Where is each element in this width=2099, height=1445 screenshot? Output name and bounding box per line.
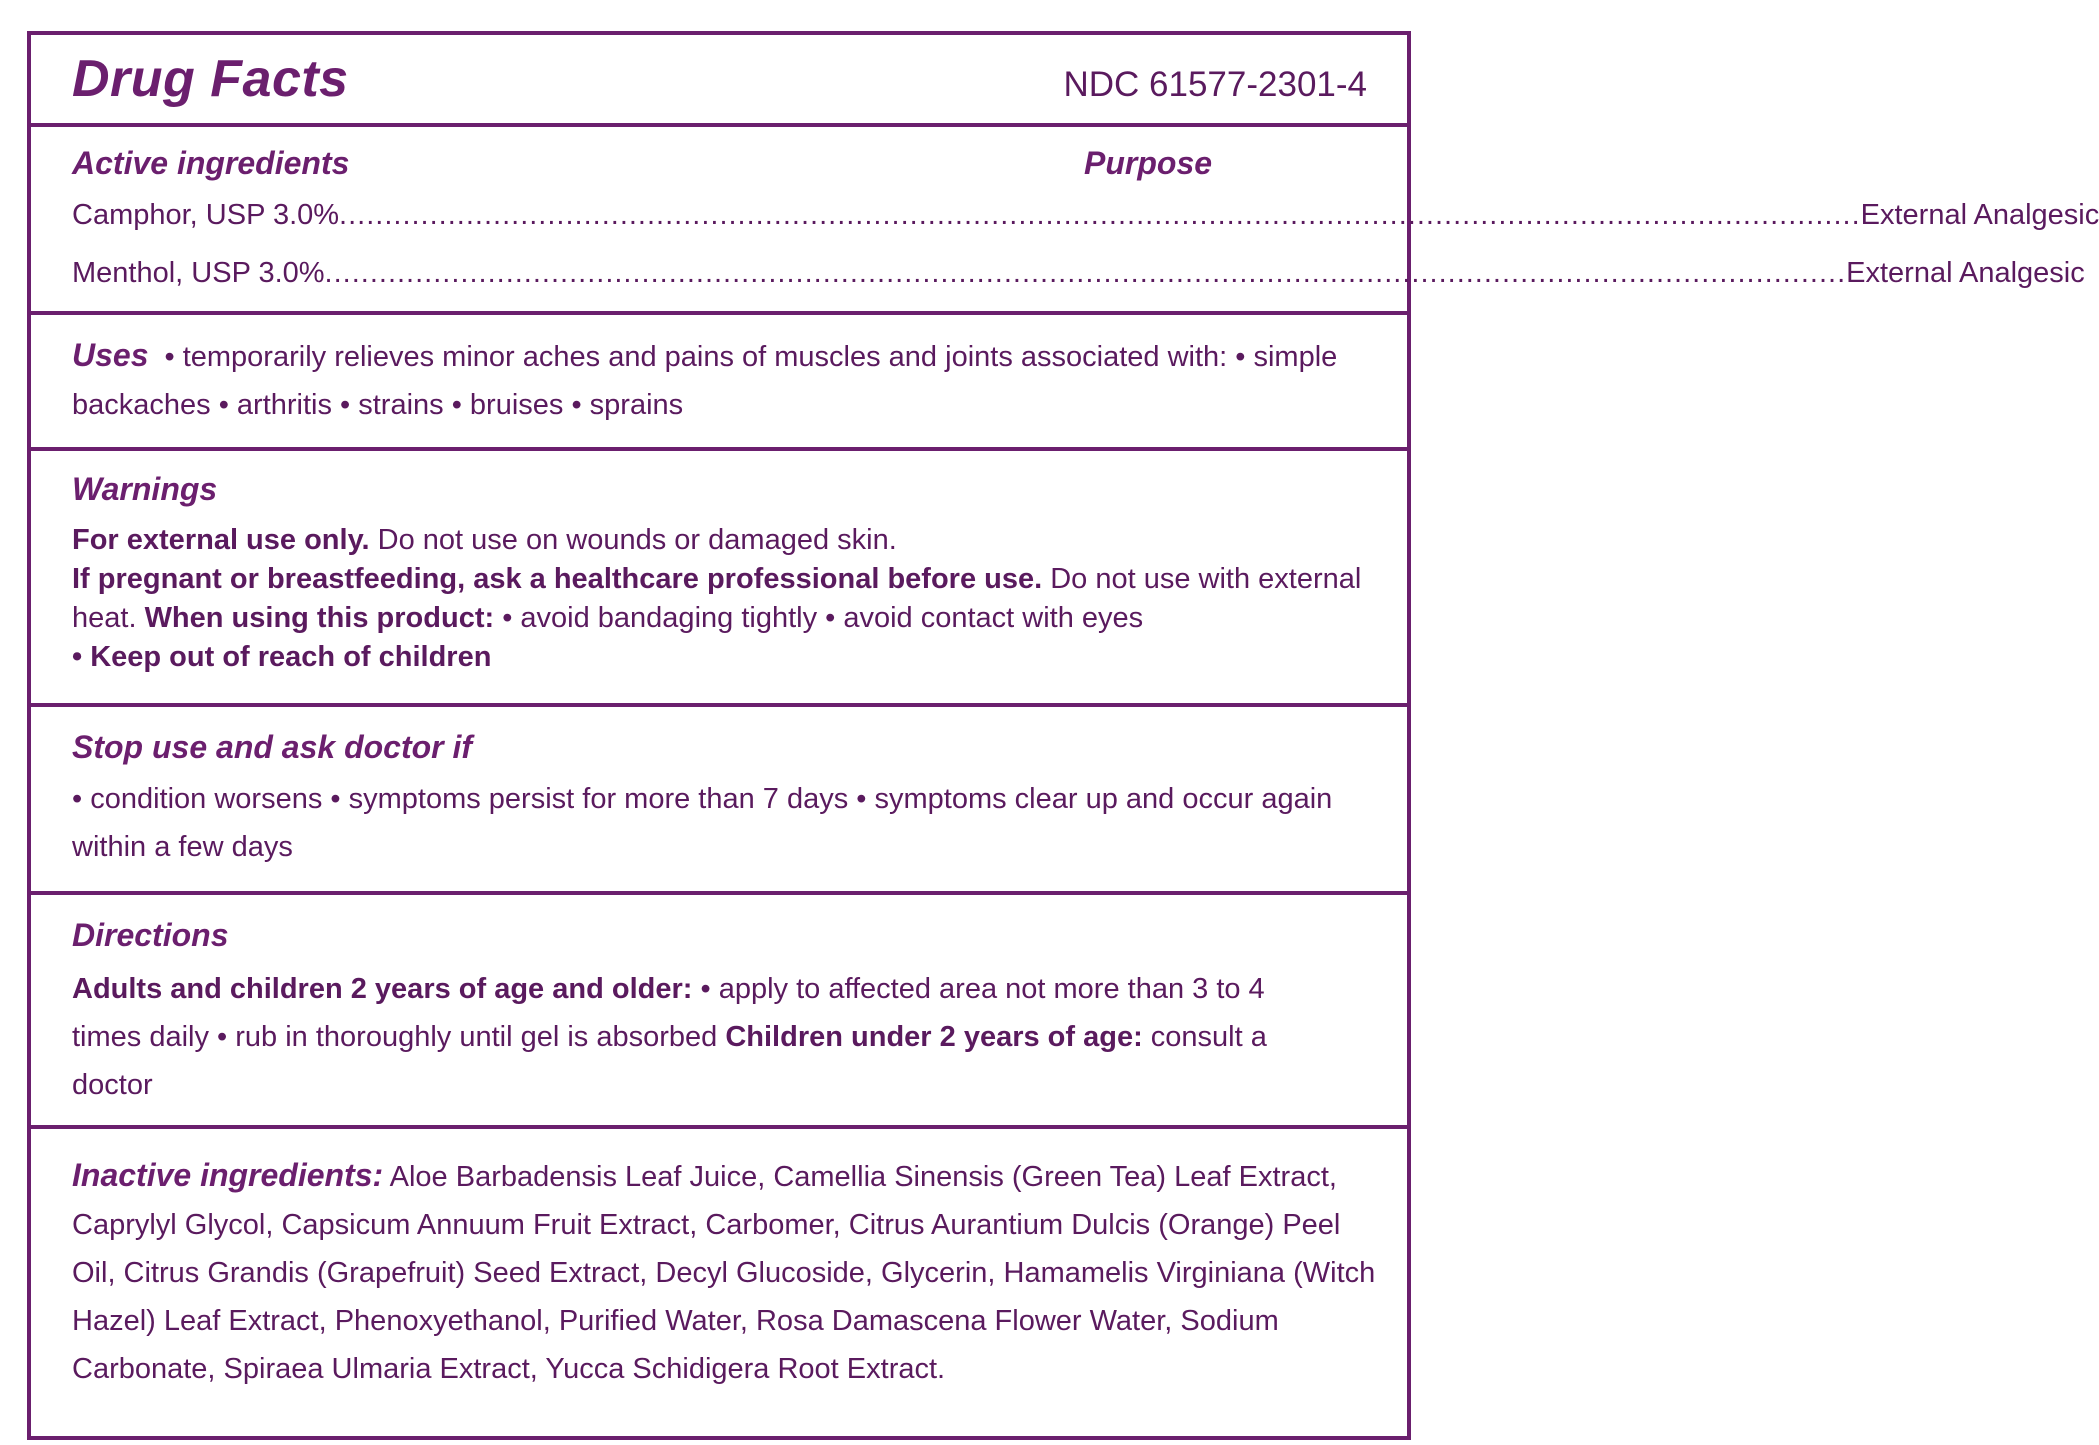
keep-out-of-reach: • Keep out of reach of children	[72, 641, 492, 673]
ingredient-row	[72, 199, 2099, 239]
drug-facts-panel	[27, 31, 2099, 1440]
purpose-heading: Purpose	[1084, 145, 1213, 181]
header-section	[31, 35, 1407, 123]
active-ingredients-section	[31, 127, 2099, 311]
directions-body	[72, 965, 1317, 1109]
warning-text: Do not use with external heat.	[72, 563, 1362, 634]
stop-use-section	[31, 707, 1407, 891]
warning-bold: If pregnant or breastfeeding, ask a healthcare professional before use.	[72, 563, 1043, 595]
warning-text: • avoid bandaging tightly • avoid contact with eyes	[494, 602, 1144, 634]
ingredient-name: Menthol, USP 3.0%	[72, 257, 325, 289]
directions-section	[31, 895, 1407, 1125]
ingredient-purpose: External Analgesic	[1846, 257, 2085, 289]
uses-paragraph	[72, 331, 1347, 429]
inactive-ingredients-section	[31, 1129, 1407, 1434]
uses-section	[31, 315, 1407, 447]
page-title: Drug Facts	[72, 50, 349, 108]
ingredient-name: Camphor, USP 3.0%	[72, 199, 340, 231]
active-ingredients-heading: Active ingredients	[72, 145, 350, 181]
warnings-body	[72, 521, 1385, 677]
directions-bold: Children under 2 years of age:	[725, 1021, 1143, 1053]
ndc-code: NDC 61577-2301-4	[1063, 65, 1367, 104]
warnings-line	[72, 560, 1385, 638]
uses-text: • temporarily relieves minor aches and pains of muscles and joints associated with: • simple backaches • arthritis • strains • bruises • sprains	[72, 341, 1338, 421]
directions-text: • apply to affected area not more than 3 to 4 times daily • rub in thoroughly until gel is absorbed	[72, 973, 1265, 1053]
inactive-ingredients-text: Aloe Barbadensis Leaf Juice, Camellia Sinensis (Green Tea) Leaf Extract, Caprylyl Glycol, Capsicum Annuum Fruit Extract, Carbomer, Citrus Aurantium Dulcis (Orange) Peel Oil, Citrus Grandis (Grapefruit) Seed Extract, Decyl Glucoside, Glycerin, Hamamelis Virginiana (Witch Hazel) Leaf Extract, Phenoxyethanol, Purified Water, Rosa Damascena Flower Water, Sodium Carbonate, Spiraea Ulmaria Extract, Yucca Schidigera Root Extract.	[72, 1161, 1376, 1385]
warnings-line	[72, 521, 1385, 560]
directions-text: consult a doctor	[72, 1021, 1267, 1101]
stop-use-text: • condition worsens • symptoms persist for more than 7 days • symptoms clear up and occur again within a few days	[72, 783, 1333, 863]
ingredient-row	[72, 257, 2085, 297]
warnings-section	[31, 451, 1407, 703]
uses-heading: Uses	[72, 337, 149, 373]
stop-use-heading: Stop use and ask doctor if	[72, 729, 473, 765]
leader-dots: ........................................................................................................................................................................	[324, 257, 1847, 289]
inactive-ingredients-paragraph	[72, 1151, 1381, 1393]
warning-bold: When using this product:	[144, 602, 495, 634]
warning-bold: For external use only.	[72, 524, 370, 556]
leader-dots: ........................................................................................................................................................................	[339, 199, 1861, 231]
warning-text: Do not use on wounds or damaged skin.	[369, 524, 897, 556]
warnings-heading: Warnings	[72, 471, 218, 507]
directions-heading: Directions	[72, 917, 229, 953]
ingredient-purpose: External Analgesic	[1860, 199, 2099, 231]
inactive-ingredients-heading: Inactive ingredients:	[72, 1157, 384, 1193]
directions-bold: Adults and children 2 years of age and older:	[72, 973, 693, 1005]
